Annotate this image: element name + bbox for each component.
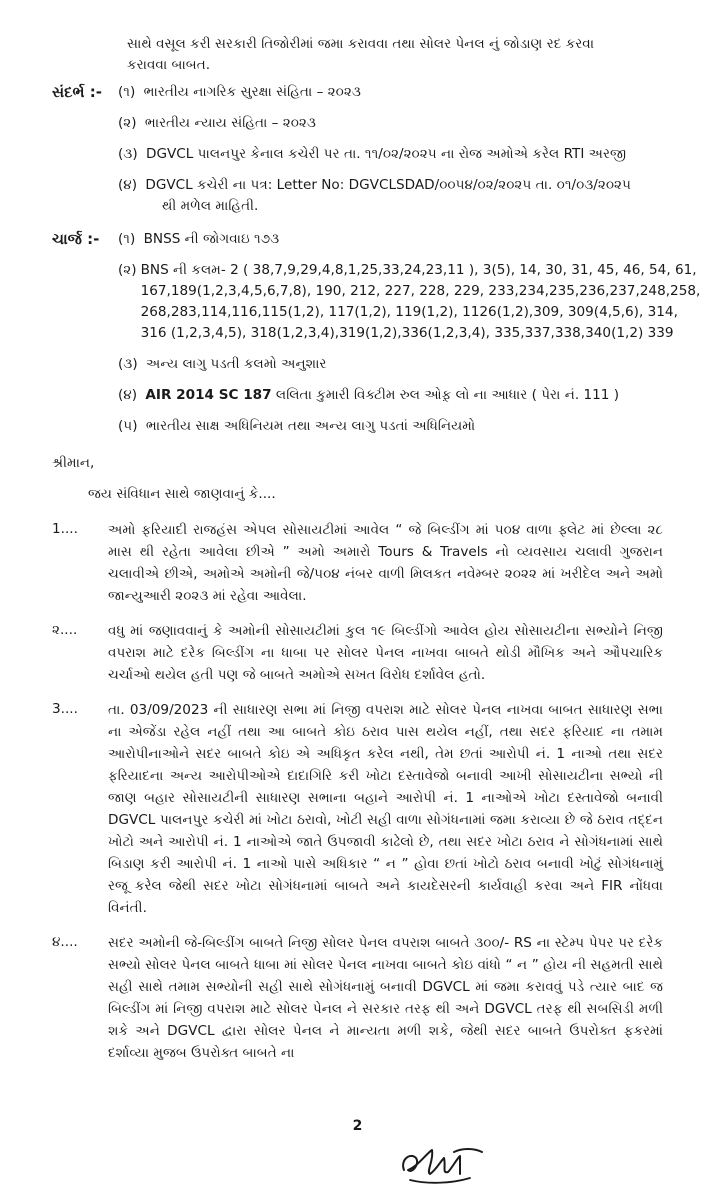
charge-item — [118, 416, 700, 437]
charge-text: BNSS ની જોગવાઇ ૧૭૩ — [143, 231, 280, 247]
salutation: શ્રીમાન, — [52, 455, 95, 471]
charge-text: અન્ય લાગુ પડતી કલમો અનુશાર — [146, 356, 327, 372]
reference-number: (૧) — [118, 84, 136, 100]
charge-number: (૪) — [118, 387, 138, 403]
charge-item — [118, 385, 700, 406]
reference-text: ભારતીય ન્યાય સંહિતા – ૨૦૨૩ — [144, 115, 316, 131]
charge-text: લલિતા કુમારી વિક્ટીમ રુલ ઓફ઼ લો ના આધાર ( પેરા નં. 111 ) — [271, 387, 620, 403]
charge-item — [118, 354, 700, 375]
paragraph — [52, 699, 663, 919]
subject-line: કરાવવા બાબત. — [127, 57, 211, 73]
reference-text: ભારતીય નાગરિક સુરક્ષા સંહિતા – ૨૦૨૩ — [143, 84, 361, 100]
reference-item — [118, 175, 663, 217]
handwritten-signature-icon — [396, 1140, 488, 1188]
charge-number: (૩) — [118, 356, 138, 372]
subject-line: સાથે વસૂલ કરી સરકારી તિજોરીમાં જમા કરાવવા તથા સોલર પેનલ નું જોડાણ રદ કરવા — [127, 36, 595, 52]
paragraph-text: અમો ફરિયાદી રાજહંસ એપલ સોસાયટીમાં આવેલ “ જે બિલ્ડીંગ માં ૫૦૪ વાળા ફ્લેટ માં છેલ્લા ૨૮ માસ થી રહેતા આવેલા છીએ ” અમો અમારો Tours & Travels નો વ્યવસાય ચલાવી ગુજરાન ચલાવીએ છીએ, અમોએ અમોની જે/૫૦૪ નંબર વાળી મિલકત નવેમ્બર ૨૦૨૨ માં ખરીદેલ અને અમો જાન્યુઆરી ૨૦૨૩ માં રહેવા આવેલા. — [108, 522, 663, 604]
greeting: જય સંવિધાન સાથે જાણવાનું કે.... — [88, 486, 276, 502]
reference-number: (૪) — [118, 177, 138, 193]
bns-sections-line: 167,189(1,2,3,4,5,6,7,8), 190, 212, 227, 228, 229, 233,234,235,236,237,248,258, — [140, 283, 701, 299]
paragraph — [52, 519, 663, 607]
paragraph-text: તા. 03/09/2023 ની સાધારણ સભા માં નિજી વપરાશ માટે સોલર પેનલ નાખવા બાબત સાધારણ સભા ના એજેંડા રહેલ નહીં તથા આ બાબતે કોઇ ઠરાવ પાસ થયેલ નહીં, તથા સદર ફરિયાદ ના તમામ આરોપીનાઓને સદર બાબતે કોઇ એ અધિકૃત કરેલ નથી, તેમ છતાં આરોપી નં. 1 નાઓ તથા સદર ફરિયાદના અન્ય આરોપીઓએ દાદાગિરિ કરી ખોટા દસ્તાવેજો બનાવી આખી સોસાયટીના સભ્યો ની જાણ બહાર સોસાયટીની સાધારણ સભાના બહાને આરોપી નં. 1 નાઓએ ખોટા દસ્તાવેજો બનાવી DGVCL પાલનપુર કચેરી માં ખોટા ઠરાવો, ખોટી સહી વાળા સોગંધનામાં જમા કરાવ્યા છે જે ઠરાવ તદ્દન ખોટો અને આરોપી નં. 1 નાઓએ જાતે ઉપજાવી કાઢેલો છે, તથા સદર ખોટા ઠરાવ ને સોગંધનામાં સાથે બિડાણ કરી આરોપી નં. 1 નાઓ પાસે અધિકાર “ ન ” હોવા છતાં ખોટો ઠરાવ બનાવી ખોટું સોગંધનામું રજૂ કરેલ જેથી સદર ખોટા સોગંધનામાં બાબતે અને કાયદેસરની કાર્યવાહી કરવા અને FIR નોંધવા વિનંતી. — [108, 702, 663, 916]
bns-sections-line: 268,283,114,116,115(1,2), 117(1,2), 119(1,2), 1126(1,2),309, 309(4,5,6), 314, — [140, 304, 678, 320]
paragraph — [52, 932, 663, 1064]
page-number: 2 — [352, 1118, 363, 1134]
charge-item — [118, 229, 700, 250]
paragraph — [52, 620, 663, 686]
charge-number: (૨) — [118, 262, 137, 278]
reference-text: DGVCL પાલનપુર કેનાલ કચેરી પર તા. ૧૧/૦૨/૨૦૨૫ ના રોજ અમોએ કરેલ RTI અરજી — [146, 146, 627, 162]
reference-item — [118, 82, 663, 103]
charges-label: ચાર્જ :- — [52, 230, 100, 248]
paragraph-number: ૪.... — [52, 934, 78, 950]
bns-sections-line: 316 (1,2,3,4,5), 318(1,2,3,4),319(1,2),336(1,2,3,4), 335,337,338,340(1,2) 339 — [140, 325, 674, 341]
paragraph-number: 1.... — [52, 521, 78, 537]
charge-text: ભારતીય સાક્ષ અધિનિયમ તથા અન્ય લાગુ પડતાં અધિનિયમો — [145, 418, 476, 434]
charges-section — [52, 229, 701, 447]
subject-continuation — [52, 34, 663, 76]
reference-text: DGVCL કચેરી ના પત્ર: Letter No: DGVCLSDAD/૦૦૫૪/૦૨/૨૦૨૫ તા. ૦૧/૦૩/૨૦૨૫ — [145, 177, 631, 193]
charge-number: (૧) — [118, 231, 136, 247]
reference-continuation: થી મળેલ માહિતી. — [162, 198, 259, 214]
reference-item — [118, 113, 663, 134]
bns-sections-line: BNS ની કલમ- 2 ( 38,7,9,29,4,8,1,25,33,24,23,11 ), 3(5), 14, 30, 31, 45, 46, 54, 61, — [140, 262, 697, 278]
references-label: સંદર્ભ :- — [52, 83, 102, 101]
reference-number: (૨) — [118, 115, 137, 131]
charge-number: (૫) — [118, 418, 138, 434]
citation-bold: AIR 2014 SC 187 — [145, 387, 272, 403]
reference-number: (૩) — [118, 146, 138, 162]
paragraph-number: 3.... — [52, 701, 78, 717]
references-section — [52, 82, 663, 227]
charge-item — [118, 260, 700, 344]
paragraph-text: સદર અમોની જે-બિલ્ડીંગ બાબતે નિજી સોલર પેનલ વપરાશ બાબતે ૩૦૦/- RS ના સ્ટેમ્પ પેપર પર દરેક સભ્યો સોલર પેનલ બાબતે ધાબા માં સોલર પેનલ નાખવા બાબતે કોઇ વાંધો “ ન ” હોય ની સહમતી સાથે સહી સાથે તમામ સભ્યોની સહી સાથે સોગંધનામું બનાવી DGVCL માં જમા કરાવવું પડે ત્યાર બાદ જ બિલ્ડીંગ માં નિજી વપરાશ માટે સોલર પેનલ ને સરકાર તરફ થી અને DGVCL તરફ થી સબસિડી મળી શકે અને DGVCL દ્વારા સોલર પેનલ ને માન્યતા મળી શકે, જેથી સદર બાબતે ઉપરોક્ત ફકરમાં દર્શાવ્યા મુજબ ઉપરોક્ત બાબતે ના — [108, 935, 663, 1061]
reference-item — [118, 144, 663, 165]
paragraph-text: વધુ માં જણાવવાનું કે અમોની સોસાયટીમાં કુલ ૧૯ બિલ્ડીંગો આવેલ હોય સોસાયટીના સભ્યોને નિજી વપરાશ માટે દરેક બિલ્ડીંગ ના ધાબા પર સોલર પેનલ નાખવા બાબતે થોડી મૌખિક અને ઔપચારિક ચર્ચાઓ થયેલ હતી પણ જે બાબતે અમોએ સખત વિરોધ દર્શાવેલ હતો. — [108, 623, 663, 683]
paragraph-number: ૨.... — [52, 622, 78, 638]
